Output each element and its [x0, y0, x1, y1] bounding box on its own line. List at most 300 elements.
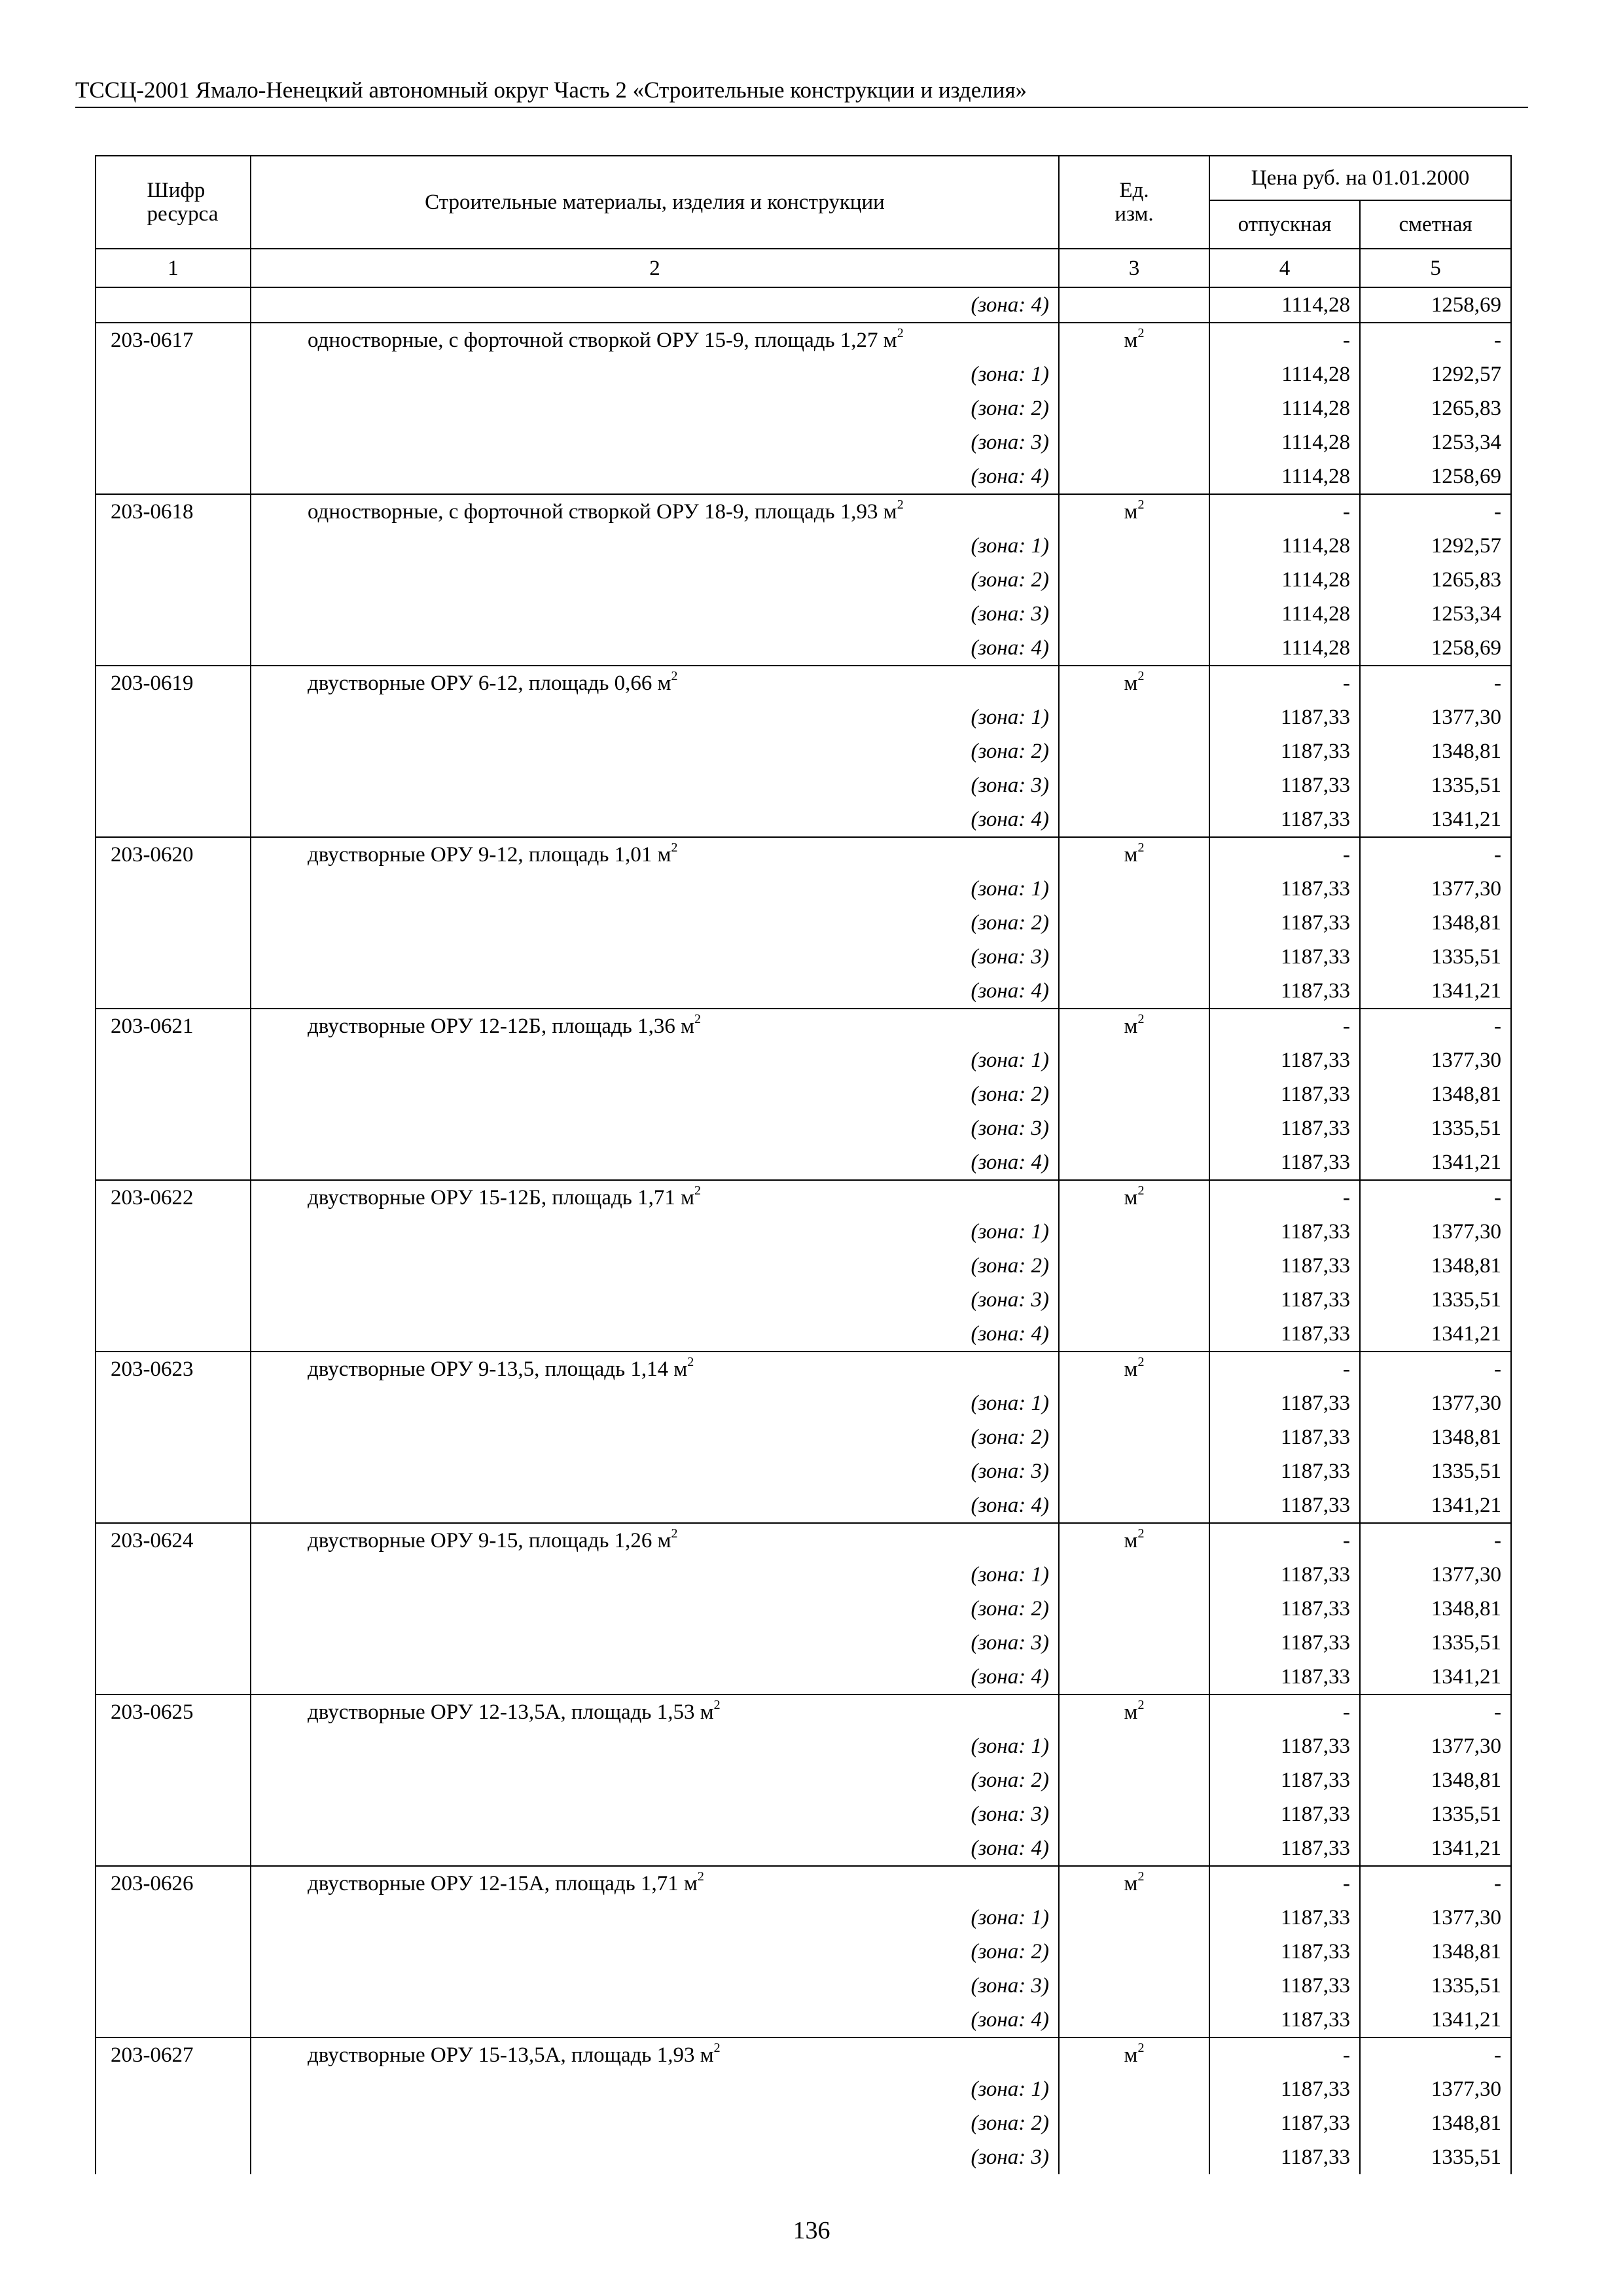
zone-row [96, 1935, 1511, 1969]
item-name [251, 2037, 1059, 2072]
item-name-text: двустворные ОРУ 12-12Б, площадь 1,36 м [308, 1014, 694, 1038]
item-name-text: двустворные ОРУ 12-15А, площадь 1,71 м [308, 1872, 698, 1895]
unit-superscript: 2 [1137, 1526, 1145, 1541]
unit-cell [1059, 1866, 1209, 1901]
estimate-price: 1341,21 [1360, 802, 1511, 837]
unit-cell [1059, 2003, 1209, 2037]
resource-code: 203-0626 [96, 1866, 251, 1901]
zone-label: (зона: 3) [251, 2140, 1059, 2174]
unit-cell [1059, 2140, 1209, 2174]
estimate-price: 1348,81 [1360, 1077, 1511, 1111]
estimate-price: 1348,81 [1360, 1592, 1511, 1626]
release-price: 1187,33 [1209, 1283, 1360, 1317]
item-name-text: двустворные ОРУ 9-12, площадь 1,01 м [308, 843, 671, 867]
estimate-price: 1377,30 [1360, 700, 1511, 734]
estimate-price: 1335,51 [1360, 1797, 1511, 1831]
release-price: 1187,33 [1209, 1488, 1360, 1523]
zone-row [96, 1386, 1511, 1420]
unit-superscript: 2 [1137, 1012, 1145, 1026]
zone-row [96, 1763, 1511, 1797]
unit-cell [1059, 666, 1209, 700]
code-cell [96, 1763, 251, 1797]
zone-label: (зона: 2) [251, 1077, 1059, 1111]
estimate-price: 1377,30 [1360, 1729, 1511, 1763]
resource-code: 203-0624 [96, 1523, 251, 1558]
estimate-price: - [1360, 1695, 1511, 1729]
unit-cell [1059, 1660, 1209, 1695]
estimate-price: 1292,57 [1360, 529, 1511, 563]
col-header-code [96, 156, 251, 249]
unit-cell [1059, 1935, 1209, 1969]
zone-label: (зона: 4) [251, 631, 1059, 666]
item-name-superscript: 2 [694, 1012, 701, 1026]
estimate-price: 1341,21 [1360, 1660, 1511, 1695]
estimate-price: 1341,21 [1360, 1488, 1511, 1523]
release-price: - [1209, 1695, 1360, 1729]
code-cell [96, 1317, 251, 1352]
code-cell [96, 287, 251, 323]
code-cell [96, 1386, 251, 1420]
col-number-1: 1 [96, 249, 251, 287]
release-price: 1187,33 [1209, 1729, 1360, 1763]
estimate-price: 1335,51 [1360, 1626, 1511, 1660]
zone-row [96, 1145, 1511, 1180]
release-price: 1187,33 [1209, 768, 1360, 802]
unit-cell [1059, 1009, 1209, 1043]
estimate-price: 1377,30 [1360, 1558, 1511, 1592]
item-name [251, 494, 1059, 529]
item-name-text: двустворные ОРУ 12-13,5А, площадь 1,53 м [308, 1700, 714, 1724]
table-body [96, 287, 1511, 2174]
resource-code: 203-0618 [96, 494, 251, 529]
zone-row [96, 563, 1511, 597]
estimate-price: - [1360, 1180, 1511, 1215]
release-price: - [1209, 666, 1360, 700]
release-price: 1187,33 [1209, 1558, 1360, 1592]
release-price: 1114,28 [1209, 563, 1360, 597]
code-cell [96, 1831, 251, 1866]
zone-label: (зона: 2) [251, 2106, 1059, 2140]
unit-cell [1059, 1969, 1209, 2003]
zone-row [96, 1831, 1511, 1866]
unit-cell [1059, 940, 1209, 974]
zone-label: (зона: 3) [251, 425, 1059, 459]
release-price: - [1209, 1009, 1360, 1043]
zone-row [96, 459, 1511, 494]
unit-cell [1059, 391, 1209, 425]
release-price: 1187,33 [1209, 906, 1360, 940]
unit-cell [1059, 1901, 1209, 1935]
release-price: 1187,33 [1209, 2072, 1360, 2106]
item-row [96, 1695, 1511, 1729]
release-price: 1187,33 [1209, 940, 1360, 974]
zone-label: (зона: 4) [251, 1831, 1059, 1866]
code-cell [96, 940, 251, 974]
code-cell [96, 906, 251, 940]
estimate-price: - [1360, 323, 1511, 357]
release-price: 1114,28 [1209, 287, 1360, 323]
estimate-price: - [1360, 837, 1511, 872]
resource-code: 203-0617 [96, 323, 251, 357]
unit-cell [1059, 1558, 1209, 1592]
unit-cell [1059, 1488, 1209, 1523]
estimate-price: 1341,21 [1360, 2003, 1511, 2037]
item-row [96, 1180, 1511, 1215]
estimate-price: 1348,81 [1360, 1249, 1511, 1283]
release-price: - [1209, 494, 1360, 529]
header-rule [75, 107, 1528, 108]
resource-code: 203-0625 [96, 1695, 251, 1729]
resource-code: 203-0619 [96, 666, 251, 700]
zone-row [96, 872, 1511, 906]
release-price: 1187,33 [1209, 2003, 1360, 2037]
page-number: 136 [793, 2217, 830, 2244]
unit-cell [1059, 1111, 1209, 1145]
estimate-price: 1258,69 [1360, 459, 1511, 494]
zone-label: (зона: 2) [251, 1420, 1059, 1454]
zone-label: (зона: 1) [251, 1729, 1059, 1763]
unit-symbol: м [1124, 500, 1138, 524]
unit-cell [1059, 459, 1209, 494]
unit-cell [1059, 2106, 1209, 2140]
estimate-price: - [1360, 1523, 1511, 1558]
zone-row [96, 391, 1511, 425]
estimate-price: 1258,69 [1360, 287, 1511, 323]
estimate-price: 1335,51 [1360, 1454, 1511, 1488]
zone-label: (зона: 3) [251, 1626, 1059, 1660]
unit-cell [1059, 1352, 1209, 1386]
zone-label: (зона: 4) [251, 287, 1059, 323]
zone-label: (зона: 1) [251, 357, 1059, 391]
code-cell [96, 872, 251, 906]
unit-symbol: м [1124, 1872, 1138, 1895]
zone-row [96, 1797, 1511, 1831]
zone-row [96, 1043, 1511, 1077]
unit-cell [1059, 1145, 1209, 1180]
code-cell [96, 563, 251, 597]
item-name-superscript: 2 [713, 2041, 721, 2055]
release-price: 1187,33 [1209, 1901, 1360, 1935]
estimate-price: - [1360, 1009, 1511, 1043]
item-name-superscript: 2 [713, 1698, 721, 1712]
zone-label: (зона: 3) [251, 1969, 1059, 2003]
zone-row [96, 2140, 1511, 2174]
estimate-price: 1265,83 [1360, 563, 1511, 597]
col-header-price-group: Цена руб. на 01.01.2000 [1209, 156, 1511, 200]
release-price: 1187,33 [1209, 1145, 1360, 1180]
unit-cell [1059, 2072, 1209, 2106]
zone-row [96, 1249, 1511, 1283]
zone-label: (зона: 2) [251, 1935, 1059, 1969]
unit-cell [1059, 734, 1209, 768]
zone-label: (зона: 4) [251, 974, 1059, 1009]
unit-cell [1059, 1077, 1209, 1111]
estimate-price: - [1360, 494, 1511, 529]
estimate-price: 1265,83 [1360, 391, 1511, 425]
estimate-price: 1377,30 [1360, 872, 1511, 906]
zone-row [96, 1660, 1511, 1695]
code-cell [96, 597, 251, 631]
release-price: 1187,33 [1209, 974, 1360, 1009]
col-number-5: 5 [1360, 249, 1511, 287]
item-row [96, 494, 1511, 529]
unit-cell [1059, 1592, 1209, 1626]
zone-label: (зона: 4) [251, 1488, 1059, 1523]
code-cell [96, 1488, 251, 1523]
item-name-superscript: 2 [671, 1526, 678, 1541]
unit-superscript: 2 [1137, 2041, 1145, 2055]
release-price: 1187,33 [1209, 1935, 1360, 1969]
code-cell [96, 974, 251, 1009]
zone-row [96, 906, 1511, 940]
item-name [251, 1180, 1059, 1215]
unit-cell [1059, 906, 1209, 940]
release-price: 1187,33 [1209, 1317, 1360, 1352]
zone-label: (зона: 4) [251, 1660, 1059, 1695]
estimate-price: 1335,51 [1360, 768, 1511, 802]
unit-cell [1059, 1215, 1209, 1249]
code-cell [96, 391, 251, 425]
col-number-3: 3 [1059, 249, 1209, 287]
zone-label: (зона: 2) [251, 1763, 1059, 1797]
unit-symbol: м [1124, 1700, 1138, 1724]
zone-label: (зона: 3) [251, 597, 1059, 631]
item-name-superscript: 2 [697, 1869, 704, 1884]
resource-code: 203-0621 [96, 1009, 251, 1043]
unit-symbol: м [1124, 1529, 1138, 1552]
col-header-estimate: сметная [1360, 200, 1511, 249]
zone-label: (зона: 2) [251, 563, 1059, 597]
item-name [251, 1352, 1059, 1386]
item-name [251, 1009, 1059, 1043]
code-cell [96, 1969, 251, 2003]
zone-label: (зона: 3) [251, 1797, 1059, 1831]
release-price: 1187,33 [1209, 2140, 1360, 2174]
code-cell [96, 1660, 251, 1695]
item-name-superscript: 2 [897, 497, 904, 512]
zone-label: (зона: 3) [251, 768, 1059, 802]
item-name-superscript: 2 [671, 669, 678, 683]
release-price: 1187,33 [1209, 1797, 1360, 1831]
code-cell [96, 1558, 251, 1592]
release-price: - [1209, 2037, 1360, 2072]
zone-row [96, 734, 1511, 768]
code-cell [96, 1797, 251, 1831]
code-cell [96, 425, 251, 459]
code-cell [96, 357, 251, 391]
release-price: - [1209, 1352, 1360, 1386]
zone-label: (зона: 3) [251, 1454, 1059, 1488]
unit-symbol: м [1124, 1357, 1138, 1381]
release-price: 1114,28 [1209, 631, 1360, 666]
item-name-text: одностворные, с форточной створкой ОРУ 18-9, площадь 1,93 м [308, 500, 897, 524]
release-price: 1187,33 [1209, 1626, 1360, 1660]
estimate-price: 1335,51 [1360, 2140, 1511, 2174]
release-price: 1187,33 [1209, 1386, 1360, 1420]
unit-cell [1059, 2037, 1209, 2072]
col-header-name: Строительные материалы, изделия и конструкции [251, 156, 1059, 249]
unit-symbol: м [1124, 329, 1138, 352]
zone-row [96, 357, 1511, 391]
unit-cell [1059, 1317, 1209, 1352]
unit-cell [1059, 1729, 1209, 1763]
estimate-price: 1341,21 [1360, 1145, 1511, 1180]
table-header [96, 156, 1511, 287]
unit-cell [1059, 529, 1209, 563]
estimate-price: 1348,81 [1360, 1935, 1511, 1969]
zone-row [96, 1729, 1511, 1763]
code-cell [96, 2140, 251, 2174]
resource-code: 203-0622 [96, 1180, 251, 1215]
zone-row [96, 1215, 1511, 1249]
item-row [96, 2037, 1511, 2072]
unit-cell [1059, 837, 1209, 872]
item-row [96, 837, 1511, 872]
zone-label: (зона: 1) [251, 2072, 1059, 2106]
unit-cell [1059, 323, 1209, 357]
item-name-superscript: 2 [694, 1183, 701, 1198]
release-price: 1187,33 [1209, 1763, 1360, 1797]
zone-row [96, 1317, 1511, 1352]
unit-cell [1059, 494, 1209, 529]
unit-cell [1059, 1283, 1209, 1317]
item-name [251, 666, 1059, 700]
unit-symbol: м [1124, 1186, 1138, 1210]
estimate-price: 1335,51 [1360, 1969, 1511, 2003]
unit-cell [1059, 563, 1209, 597]
code-cell [96, 631, 251, 666]
estimate-price: 1348,81 [1360, 1763, 1511, 1797]
estimate-price: 1335,51 [1360, 1111, 1511, 1145]
unit-cell [1059, 974, 1209, 1009]
zone-row [96, 597, 1511, 631]
zone-label: (зона: 1) [251, 529, 1059, 563]
item-name-text: двустворные ОРУ 6-12, площадь 0,66 м [308, 672, 671, 695]
unit-cell [1059, 700, 1209, 734]
estimate-price: 1335,51 [1360, 1283, 1511, 1317]
zone-row [96, 529, 1511, 563]
estimate-price: 1377,30 [1360, 2072, 1511, 2106]
zone-label: (зона: 2) [251, 1249, 1059, 1283]
item-name-text: двустворные ОРУ 15-12Б, площадь 1,71 м [308, 1186, 694, 1210]
release-price: 1187,33 [1209, 1969, 1360, 2003]
zone-row [96, 974, 1511, 1009]
unit-cell [1059, 357, 1209, 391]
estimate-price: 1335,51 [1360, 940, 1511, 974]
unit-symbol: м [1124, 1014, 1138, 1038]
estimate-price: 1348,81 [1360, 734, 1511, 768]
unit-symbol: м [1124, 843, 1138, 867]
code-cell [96, 2003, 251, 2037]
zone-row [96, 1901, 1511, 1935]
zone-row [96, 2106, 1511, 2140]
unit-cell [1059, 631, 1209, 666]
item-name-text: двустворные ОРУ 15-13,5А, площадь 1,93 м [308, 2043, 714, 2067]
code-cell [96, 1454, 251, 1488]
unit-cell [1059, 1180, 1209, 1215]
zone-row [96, 1111, 1511, 1145]
estimate-price: 1348,81 [1360, 2106, 1511, 2140]
estimate-price: 1341,21 [1360, 1317, 1511, 1352]
release-price: - [1209, 837, 1360, 872]
code-cell [96, 1626, 251, 1660]
code-cell [96, 1901, 251, 1935]
estimate-price: 1341,21 [1360, 974, 1511, 1009]
estimate-price: 1292,57 [1360, 357, 1511, 391]
code-cell [96, 2106, 251, 2140]
zone-row [96, 425, 1511, 459]
release-price: 1114,28 [1209, 391, 1360, 425]
unit-cell [1059, 1454, 1209, 1488]
code-cell [96, 1111, 251, 1145]
zone-label: (зона: 2) [251, 1592, 1059, 1626]
zone-row [96, 631, 1511, 666]
item-name-superscript: 2 [897, 326, 904, 340]
zone-row [96, 1969, 1511, 2003]
code-cell [96, 2072, 251, 2106]
zone-label: (зона: 3) [251, 940, 1059, 974]
item-name-text: одностворные, с форточной створкой ОРУ 15-9, площадь 1,27 м [308, 329, 897, 352]
unit-cell [1059, 597, 1209, 631]
unit-cell [1059, 872, 1209, 906]
item-name-superscript: 2 [687, 1355, 694, 1369]
estimate-price: 1377,30 [1360, 1901, 1511, 1935]
zone-label: (зона: 4) [251, 1317, 1059, 1352]
zone-row [96, 1454, 1511, 1488]
zone-row [96, 1283, 1511, 1317]
release-price: 1187,33 [1209, 734, 1360, 768]
unit-cell [1059, 1797, 1209, 1831]
zone-row [96, 287, 1511, 323]
unit-superscript: 2 [1137, 840, 1145, 855]
zone-label: (зона: 3) [251, 1111, 1059, 1145]
unit-cell [1059, 1043, 1209, 1077]
release-price: 1187,33 [1209, 1077, 1360, 1111]
item-name [251, 323, 1059, 357]
unit-superscript: 2 [1137, 669, 1145, 683]
zone-label: (зона: 1) [251, 872, 1059, 906]
document-header: ТССЦ-2001 Ямало-Ненецкий автономный округ Часть 2 «Строительные конструкции и изделия» [75, 77, 1027, 103]
col-number-4: 4 [1209, 249, 1360, 287]
release-price: 1114,28 [1209, 529, 1360, 563]
code-cell [96, 1215, 251, 1249]
code-cell [96, 1420, 251, 1454]
zone-row [96, 1592, 1511, 1626]
zone-row [96, 2072, 1511, 2106]
code-cell [96, 1043, 251, 1077]
unit-cell [1059, 1420, 1209, 1454]
zone-label: (зона: 1) [251, 1386, 1059, 1420]
code-cell [96, 1077, 251, 1111]
unit-cell [1059, 1386, 1209, 1420]
zone-row [96, 768, 1511, 802]
unit-superscript: 2 [1137, 1183, 1145, 1198]
code-cell [96, 1935, 251, 1969]
zone-row [96, 1626, 1511, 1660]
zone-label: (зона: 4) [251, 802, 1059, 837]
unit-cell [1059, 1626, 1209, 1660]
unit-cell [1059, 1695, 1209, 1729]
unit-superscript: 2 [1137, 1869, 1145, 1884]
release-price: 1187,33 [1209, 802, 1360, 837]
estimate-price: 1253,34 [1360, 425, 1511, 459]
unit-cell [1059, 802, 1209, 837]
item-row [96, 323, 1511, 357]
zone-row [96, 1488, 1511, 1523]
estimate-price: 1377,30 [1360, 1215, 1511, 1249]
col-header-release: отпускная [1209, 200, 1360, 249]
resource-code: 203-0623 [96, 1352, 251, 1386]
